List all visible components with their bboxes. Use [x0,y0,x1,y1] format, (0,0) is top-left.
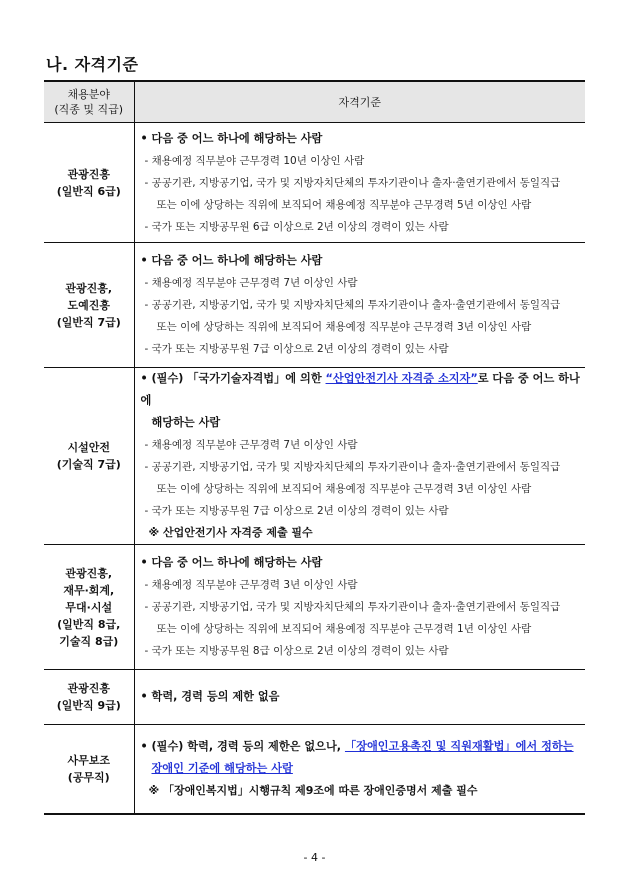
field-line: 시설안전 [67,441,110,454]
criteria-item: - 공공기관, 지방공기업, 국가 및 지방자치단체의 투자기관이나 출자·출연기관에서 동일직급 [144,461,561,473]
criteria-cell [134,123,585,243]
highlighted-requirement: “산업안전기사 자격증 소지자” [325,372,478,385]
field-line: (일반직 8급, [57,617,121,631]
field-cell [44,123,134,243]
header-criteria: 자격기준 [134,81,585,123]
criteria-bullet: • 학력, 경력 등의 제한 없음 [140,690,280,703]
header-field-line2: (직종 및 직급) [54,103,124,116]
criteria-bullet-continued: 해당하는 사람 [151,416,221,429]
criteria-bullet: • 다음 중 어느 하나에 해당하는 사람 [140,556,323,569]
field-line: (일반직 6급) [56,184,121,198]
table-row [44,725,585,815]
field-line: (일반직 7급) [56,315,121,329]
highlighted-requirement: 「장애인고용촉진 및 직원재활법」에서 정하는 [344,740,574,753]
table-row [44,670,585,725]
field-line: 관광진흥 [67,682,110,695]
table-row [44,243,585,368]
criteria-item: - 채용예정 직무분야 근무경력 7년 이상인 사람 [144,277,358,289]
criteria-cell [134,243,585,368]
criteria-bullet [135,368,586,412]
table-header-row [44,81,585,123]
qualification-table [44,80,585,815]
field-line: 관광진흥, [65,566,113,580]
criteria-item: - 채용예정 직무분야 근무경력 3년 이상인 사람 [144,579,358,591]
criteria-bullet-continued [135,758,586,780]
field-line: 사무보조 [67,754,110,767]
criteria-item: - 공공기관, 지방공기업, 국가 및 지방자치단체의 투자기관이나 출자·출연기관에서 동일직급 [144,601,561,613]
criteria-item: - 국가 또는 지방공무원 8급 이상으로 2년 이상의 경력이 있는 사람 [144,645,449,657]
highlighted-requirement: 장애인 기준에 해당하는 사람 [151,762,293,775]
criteria-cell [134,670,585,725]
criteria-item-continued: 또는 이에 상당하는 직위에 보직되어 채용예정 직무분야 근무경력 1년 이상인 사람 [156,623,532,635]
field-line: 재무·회계, [63,583,115,597]
criteria-bullet: • 다음 중 어느 하나에 해당하는 사람 [140,131,323,145]
field-line: 무대·시설 [65,600,113,614]
field-line: (일반직 9급) [56,699,121,712]
page-number: - 4 - [303,851,326,864]
note-text: ※ 산업안전기사 자격증 제출 필수 [148,526,313,539]
table-row [44,368,585,545]
criteria-item: - 국가 또는 지방공무원 6급 이상으로 2년 이상의 경력이 있는 사람 [144,220,449,233]
section-title: 나. 자격기준 [46,55,139,74]
table-row [44,123,585,243]
field-line: 도예진흥 [67,298,110,312]
bullet-text: 로 다음 중 어느 하나에 [140,372,580,407]
criteria-item: - 국가 또는 지방공무원 7급 이상으로 2년 이상의 경력이 있는 사람 [144,505,449,517]
field-cell [44,545,134,670]
criteria-cell [134,725,585,815]
field-cell [44,243,134,368]
field-cell [44,725,134,815]
field-line: 관광진흥 [67,167,110,181]
field-line: (기술직 7급) [56,458,121,471]
field-line: 기술직 8급) [59,634,119,648]
field-cell [44,670,134,725]
table-row [44,545,585,670]
criteria-item: - 공공기관, 지방공기업, 국가 및 지방자치단체의 투자기관이나 출자·출연기관에서 동일직급 [144,299,561,311]
criteria-item-continued: 또는 이에 상당하는 직위에 보직되어 채용예정 직무분야 근무경력 3년 이상인 사람 [156,321,532,333]
note-text: ※ 「장애인복지법」시행규칙 제9조에 따른 장애인증명서 제출 필수 [148,784,478,797]
criteria-bullet [135,736,586,758]
bullet-text: • (필수) 「국가기술자격법」에 의한 [140,372,326,385]
bullet-text: • (필수) 학력, 경력 등의 제한은 없으나, [140,740,345,753]
field-cell [44,368,134,545]
criteria-item-continued: 또는 이에 상당하는 직위에 보직되어 채용예정 직무분야 근무경력 5년 이상인 사람 [156,198,532,211]
criteria-item: - 채용예정 직무분야 근무경력 7년 이상인 사람 [144,439,358,451]
criteria-cell [134,545,585,670]
criteria-bullet: • 다음 중 어느 하나에 해당하는 사람 [140,254,323,267]
field-line: 관광진흥, [65,281,113,295]
criteria-item: - 공공기관, 지방공기업, 국가 및 지방자치단체의 투자기관이나 출자·출연기관에서 동일직급 [144,176,561,189]
field-line: (공무직) [67,771,110,784]
criteria-item: - 국가 또는 지방공무원 7급 이상으로 2년 이상의 경력이 있는 사람 [144,343,449,355]
header-field-line1: 채용분야 [67,88,110,101]
header-field [44,81,134,123]
criteria-item: - 채용예정 직무분야 근무경력 10년 이상인 사람 [144,154,365,167]
criteria-item-continued: 또는 이에 상당하는 직위에 보직되어 채용예정 직무분야 근무경력 3년 이상인 사람 [156,483,532,495]
criteria-cell [134,368,585,545]
